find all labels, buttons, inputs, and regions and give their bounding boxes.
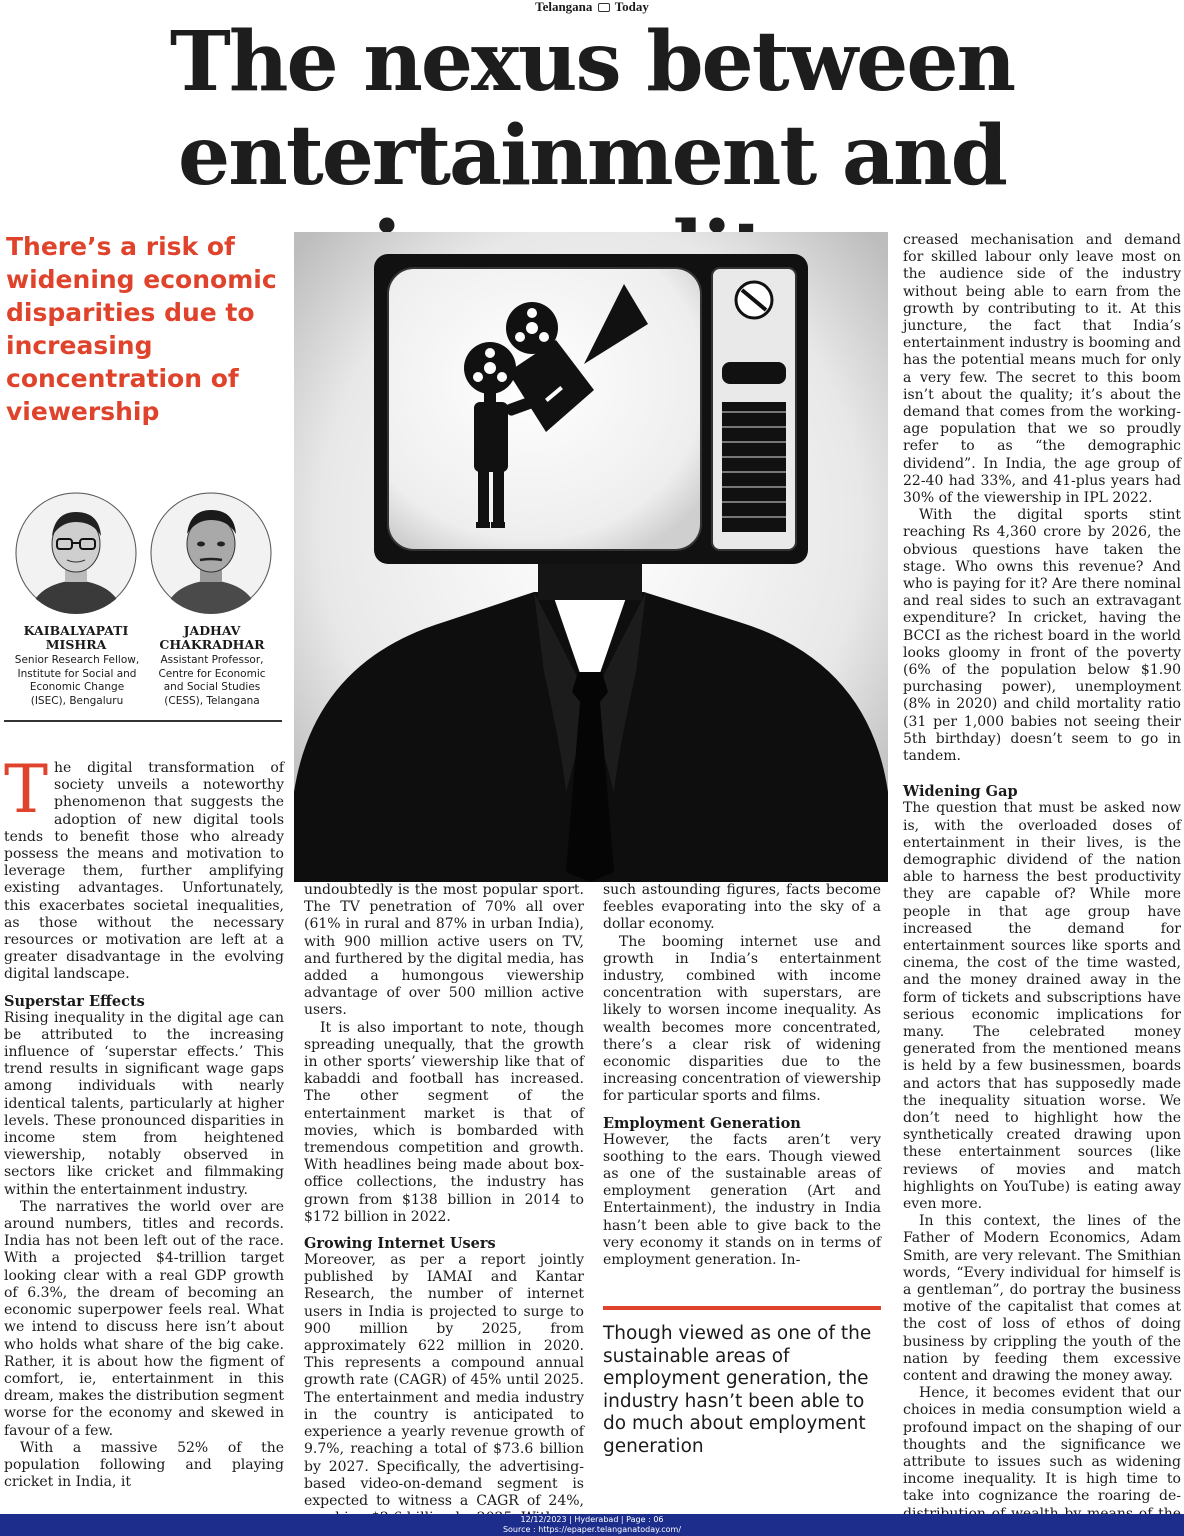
col1-paragraph-4: With a massive 52% of the population following and playing cricket in India, it [4, 1439, 284, 1491]
illustration [294, 232, 888, 882]
author-name-1-line-1: KAIBALYAPATI [23, 623, 129, 638]
col4-paragraph-3: The question that must be asked now is, with the overloaded doses of entertainment in their lives, is the demographic dividend of the nation able to harness the best productivity they are capable of? While more people in that age group have increased the demand for entertainment sources like sports and cinema, the cost of the time wasted, and the money drained away in the form of tickets and subscriptions have serious economic implications for many. The celebrated money generated from the mentioned means is held by a few businessmen, boards and actors that has supposedly made the inequality situation worse. We don’t need to highlight how the synthetically created drawing upon these entertainment sources (like reviews of movies and match highlights on YouTube) is eating away even more. [903, 800, 1181, 1212]
author-role-1: Senior Research Fellow, Institute for Social and Economic Change (ISEC), Bengaluru [14, 654, 140, 707]
col3-paragraph-1: such astounding figures, facts become feebles evaporating into the sky of a dollar economy. [603, 882, 881, 933]
masthead [0, 0, 1184, 14]
headline-line-1: The nexus between [169, 14, 1015, 110]
author-portrait-mishra-icon [15, 492, 137, 614]
subhead-widening-gap: Widening Gap [903, 783, 1018, 801]
author-portrait-chakradhar [150, 492, 272, 614]
footer-bar [0, 1514, 1184, 1536]
col4-paragraph-2: With the digital sports stint reaching Rs 4,360 crore by 2026, the obvious questions have taken the stage. Who owns this revenue? And who is paying for it? Are there nominal and real sides to such an extravagant expenditure? In cricket, having the BCCI as the richest board in the world looks gloomy in front of the poverty (6% of the population below $1.90 purchasing power), unemployment (8% in 2020) and child mortality ratio (31 per 1,000 babies not seeing their 5th birthday) doesn’t seem to go in tandem. [903, 507, 1181, 765]
deck-subheading: There’s a risk of widening economic disparities due to increasing concentration of viewership [6, 232, 277, 426]
author-divider [4, 720, 282, 722]
col4-paragraph-4: In this context, the lines of the Father of Modern Economics, Adam Smith, are very relevant. The Smithian words, “Every individual for himself is a gentleman”, do portray the business motive of the capitalist that comes at the cost of loss of ethos of doing business by crippling the youth of the nation by feeding them excessive content and drawing the money away. [903, 1213, 1181, 1384]
col4-paragraph-5: Hence, it becomes evident that our choices in media consumption wield a profound impact on the shaping of our thoughts and the significance we attribute to issues such as widening income inequality. It is high time to take into cognizance the roaring de- [903, 1385, 1181, 1505]
author-name-2 [148, 624, 276, 652]
col3-paragraph-3: However, the facts aren’t very soothing to the ears. Though viewed as one of the sustainable areas of employment generation (Art and Entertainment), the industry in India hasn’t been able to give back to the very economy it stands on in terms of employment generation. In- [603, 1131, 881, 1269]
col2-paragraph-2: It is also important to note, though spreading unequally, that the growth in other sports’ viewership like that of kabaddi and football has increased. The other segment of the entertainment market is that of movies, which is bombarded with tremendous competition and growth. With headlines being made about box-office collections, the industry has grown from $138 billion in 2014 to $172 billion in 2022. [304, 1019, 584, 1225]
column-2 [304, 882, 584, 1527]
headline-line-2: entertainment and [178, 108, 1006, 204]
col1-paragraph-3: The narratives the world over are around numbers, titles and records. India has not been left out of the race. With a projected $4-trillion target looking clear with a real GDP growth of 6.3%, the dream of becoming an economic superpower feels real. What we intend to discuss here isn’t about who holds what share of the big cake. Rather, it is about how the figment of comfort, ie, entertainment in this dream, makes the distribution segment worse for the economy and skewed in favour of a few. [4, 1198, 284, 1439]
footer-source-link[interactable]: Source : https://epaper.telanganatoday.com/ [502, 1525, 682, 1534]
author-name-2-line-1: JADHAV [183, 623, 241, 638]
author-name-1 [10, 624, 142, 652]
col3-paragraph-2: The booming internet use and growth in India’s entertainment industry, combined with income concentration with superstars, are likely to worsen income inequality. As wealth becomes more concentrated, there’s a clear risk of widening economic disparities due to the increasing concentration of viewership for particular sports and films. [603, 933, 881, 1105]
footer-date-line: 12/12/2023 | Hyderabad | Page : 06 [520, 1515, 664, 1524]
pullquote: Though viewed as one of the sustainable areas of employment generation, the industry hasn’t been able to do much about employment generation [603, 1323, 872, 1457]
column-4 [903, 232, 1181, 1536]
col2-paragraph-3: Moreover, as per a report jointly published by IAMAI and Kantar Research, the number of internet users in India is projected to surge to 900 million by 2025, from approximately 622 million in 2020. This represents a compound annual growth rate (CAGR) of 45% until 2025. The entertainment and media industry in the country is anticipated to experience a yearly revenue growth of 9.7%, reaching a total of $73.6 billion by 2027. Specifically, the advertising-based video-on-demand segment is expected to witness a CAGR of 24%, [304, 1252, 584, 1509]
tv-head-illustration-icon [294, 232, 888, 882]
subhead-employment-generation: Employment Generation [603, 1114, 801, 1132]
author-portrait-chakradhar-icon [150, 492, 272, 614]
masthead-right: Today [614, 0, 649, 14]
subhead-growing-internet-users: Growing Internet Users [304, 1235, 496, 1253]
author-name-2-line-2: CHAKRADHAR [159, 637, 265, 652]
author-portrait-mishra [15, 492, 137, 614]
subhead-superstar-effects: Superstar Effects [4, 992, 145, 1010]
column-1 [4, 751, 284, 1491]
col4-paragraph-1: creased mechanisation and demand for skilled labour only leave most on the audience side of the industry without being able to earn from the growth by contributing to it. At this juncture, the fact that India’s entertainment industry is booming and has the potential means much for only a very few. The secret to this boom isn’t about the quality; it’s about the demand that comes from the working-age population that we so proudly refer to as “the demographic dividend”. In India, the age group of 22-40 had 33%, and 41-plus years had 30% of the viewership in IPL 2022. [903, 232, 1181, 507]
author-role-2: Assistant Professor, Centre for Economic and Social Studies (CESS), Telangana [158, 654, 266, 707]
author-name-1-line-2: MISHRA [45, 637, 107, 652]
col2-paragraph-1: undoubtedly is the most popular sport. The TV penetration of 70% all over (61% in rural and 87% in urban India), with 900 million active users on TV, and furthered by the digital media, has added a humongous viewership advantage of over 500 million active users. [304, 882, 584, 1019]
col1-paragraph-2: Rising inequality in the digital age can be attributed to the increasing influence of ‘superstar effects.’ This trend results in significant wage gaps among individuals with nearly identical talents, particularly at higher levels. These pronounced disparities in income stem from heightened viewership, notably observed in sectors like cricket and filmmaking within the entertainment industry. [4, 1009, 284, 1198]
drop-cap: T [4, 751, 49, 828]
pullquote-rule [603, 1306, 881, 1310]
masthead-emblem-icon [598, 3, 610, 12]
column-3 [603, 882, 881, 1269]
col1-paragraph-1: he digital transformation of society unveils a noteworthy phenomenon that suggests the adoption of new digital tools tends to benefit those who already possess the means and motivation to leverage them, further amplifying existing advantages. Unfortunately, this exacerbates societal inequalities, as those without the necessary resources or motivation are left at a greater disadvantage in the evolving digital landscape. [4, 760, 284, 983]
masthead-left: Telangana [535, 0, 593, 14]
